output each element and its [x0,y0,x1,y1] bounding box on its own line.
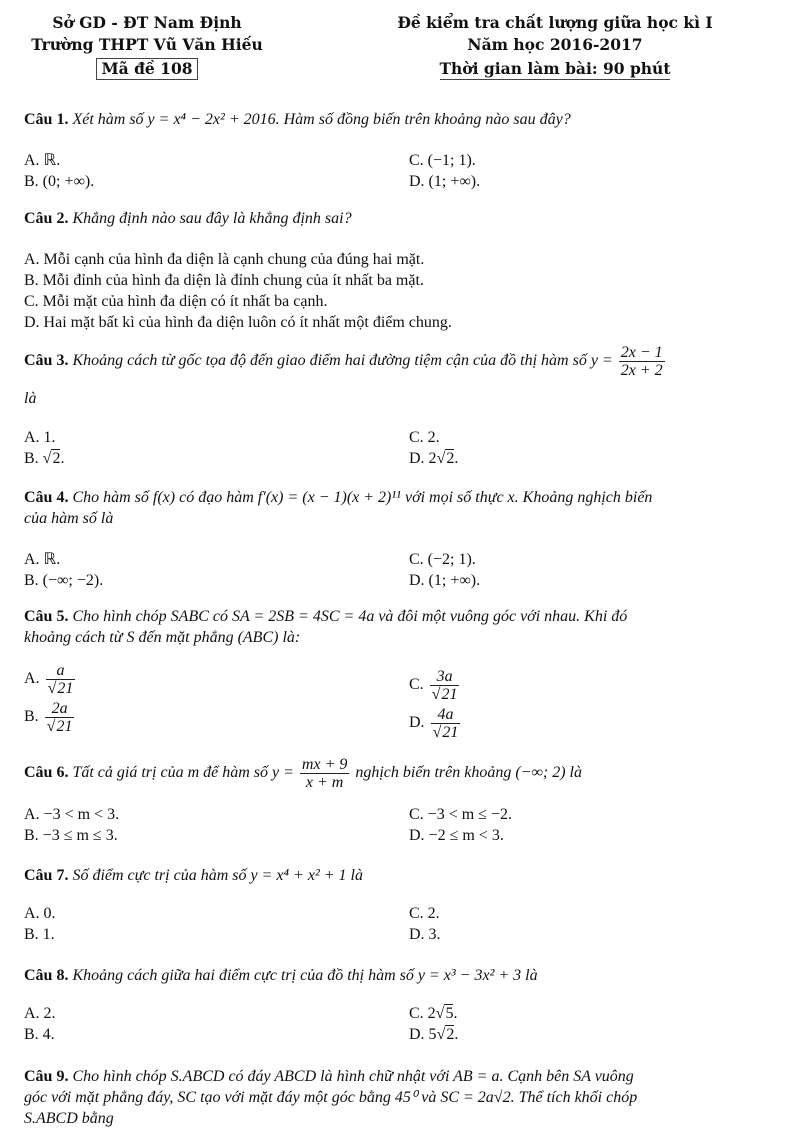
option-a: A. Mỗi cạnh của hình đa diện là cạnh chung của đúng hai mặt. [24,251,425,268]
question-text-cont: của hàm số là [24,510,114,527]
question-text: Cho hình chóp SABC có SA = 2SB = 4SC = 4a và đôi một vuông góc với nhau. Khi đó [72,608,628,625]
question-6 [24,756,780,846]
question-7 [24,865,780,945]
question-label: Câu 4. [24,489,69,506]
option-a: A. 0. [24,905,56,922]
option-a: A. 1. [24,429,56,446]
option-d: D. 5√2. [409,1026,459,1043]
exam-header [0,12,800,92]
exam-info [390,12,720,80]
question-8 [24,965,780,1045]
option-b: B. (−∞; −2). [24,572,104,589]
school-name: Trường THPT Vũ Văn Hiếu [31,35,263,54]
option-c: C. 2. [409,905,440,922]
question-label: Câu 5. [24,608,69,625]
school-info [22,12,272,80]
fraction: $\frac{mx + 9}{x + m}$ [301,756,348,791]
option-c: C. $\frac{3a}{√21}$ [409,668,458,703]
question-text: Xét hàm số y = x⁴ − 2x² + 2016. Hàm số đồng biến trên khoảng nào sau đây? [72,111,571,128]
exam-title: Đề kiểm tra chất lượng giữa học kì I [397,13,713,32]
option-d: D. Hai mặt bất kì của hình đa diện luôn có ít nhất một điểm chung. [24,314,452,331]
option-b: B. −3 ≤ m ≤ 3. [24,827,118,844]
option-b: B. $\frac{2a}{√21}$ [24,700,73,735]
option-c: C. 2√5. [409,1005,458,1022]
question-3 [24,344,780,469]
question-text-cont-2: S.ABCD bằng [24,1110,114,1127]
question-label: Câu 6. [24,764,69,782]
school-year: Năm học 2016-2017 [467,35,643,54]
question-text-cont: góc với mặt phẳng đáy, SC tạo với mặt đáy một góc bằng 45⁰ và SC = 2a√2. Thể tích khối chóp [24,1089,638,1106]
option-b: B. 4. [24,1026,55,1043]
question-text: Cho hàm số f(x) có đạo hàm f′(x) = (x − 1)(x + 2)¹¹ với mọi số thực x. Khoảng nghịch biến [72,489,653,506]
option-d: D. 3. [409,926,441,943]
option-c: C. −3 < m ≤ −2. [409,806,512,823]
question-label: Câu 9. [24,1068,69,1085]
question-text: Khoảng cách từ gốc tọa độ đến giao điểm hai đường tiệm cận của đồ thị hàm số y = [72,352,613,370]
question-text: Cho hình chóp S.ABCD có đáy ABCD là hình chữ nhật với AB = a. Cạnh bên SA vuông [72,1068,634,1085]
question-label: Câu 3. [24,352,69,370]
option-d: D. (1; +∞). [409,173,481,190]
fraction: $\frac{2x - 1}{2x + 2}$ [620,344,663,379]
option-a: A. −3 < m < 3. [24,806,120,823]
question-5 [24,606,780,746]
question-label: Câu 8. [24,967,69,984]
question-9 [24,1066,780,1129]
option-c: C. (−1; 1). [409,152,476,169]
question-text: Số điểm cực trị của hàm số y = x⁴ + x² + 1 là [72,867,363,884]
question-text-cont: khoảng cách từ S đến mặt phẳng (ABC) là: [24,629,301,646]
option-b: B. (0; +∞). [24,173,95,190]
option-c: C. 2. [409,429,440,446]
question-label: Câu 7. [24,867,69,884]
option-d: D. −2 ≤ m < 3. [409,827,504,844]
option-a: A. 2. [24,1005,56,1022]
question-text: Khẳng định nào sau đây là khẳng định sai? [72,210,352,227]
option-d: D. 2√2. [409,450,459,467]
option-c: C. (−2; 1). [409,551,476,568]
option-a: A. ℝ. [24,551,61,568]
question-1 [24,109,780,192]
option-c: C. Mỗi mặt của hình đa diện có ít nhất ba cạnh. [24,293,328,310]
question-tail: là [24,390,37,407]
option-d: D. (1; +∞). [409,572,481,589]
question-2 [24,208,780,333]
question-tail: nghịch biến trên khoảng (−∞; 2) là [355,764,582,782]
option-b: B. √2. [24,450,65,467]
option-a: A. $\frac{a}{√21}$ [24,662,74,697]
question-label: Câu 2. [24,210,69,227]
question-label: Câu 1. [24,111,69,128]
exam-code: Mã đề 108 [96,58,197,80]
option-b: B. Mỗi đỉnh của hình đa diện là đỉnh chung của ít nhất ba mặt. [24,272,424,289]
option-b: B. 1. [24,926,55,943]
exam-duration: Thời gian làm bài: 90 phút [439,59,671,78]
question-text: Khoảng cách giữa hai điểm cực trị của đồ thị hàm số y = x³ − 3x² + 3 là [72,967,538,984]
option-a: A. ℝ. [24,152,61,169]
option-d: D. $\frac{4a}{√21}$ [409,706,459,741]
question-4 [24,487,780,591]
department-name: Sở GD - ĐT Nam Định [52,13,242,32]
question-text: Tất cả giá trị của m để hàm số y = [72,764,294,782]
